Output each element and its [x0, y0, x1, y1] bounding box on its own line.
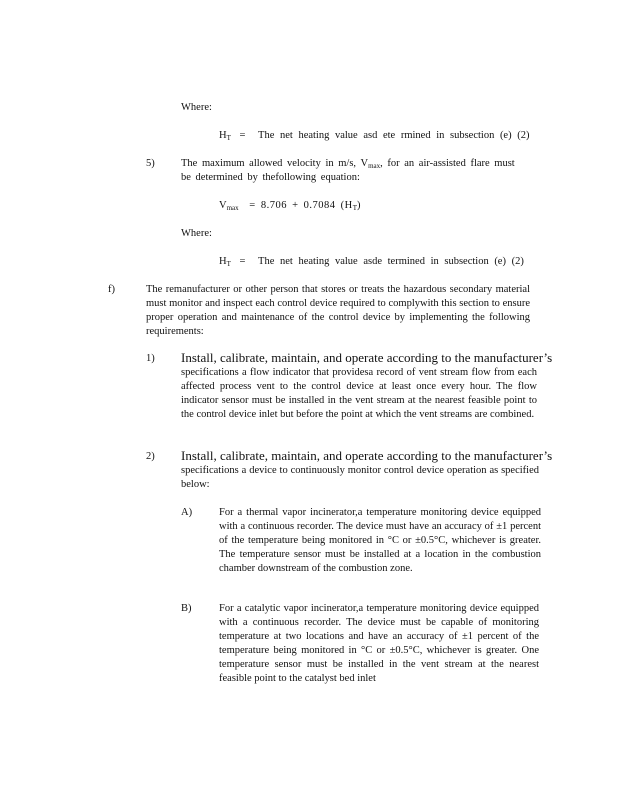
where-label: Where: — [181, 228, 212, 239]
item-2-lead: Install, calibrate, maintain, and operate according to the manufacturer’s — [181, 448, 553, 463]
item-5-text-b: , for an air-assisted flare must — [380, 158, 515, 169]
where-label: Where: — [181, 102, 212, 113]
equation-ht-definition — [219, 255, 524, 271]
item-number: 1) — [146, 353, 155, 364]
item-number: 2) — [146, 451, 155, 462]
item-1-paragraph: specifications a flow indicator that providesa record of vent stream flow from each affected process vent to the control device at least once every hour. The flow indicator sensor must be installed in the vent stream at the nearest feasible point to the control device inlet but before the point at which the vent streams are combined. — [181, 367, 537, 420]
equation-variable: V — [219, 200, 227, 211]
section-label: f) — [108, 284, 115, 295]
item-number: 5) — [146, 158, 155, 169]
equation-operator: = — [239, 130, 246, 141]
equation-variable: H — [219, 256, 227, 267]
equation-vmax — [219, 199, 361, 215]
equation-rhs-subscript: T — [352, 204, 357, 212]
equation-ht-definition — [219, 129, 529, 145]
equation-variable: H — [219, 130, 227, 141]
equation-rhs: = 8.706 + 0.7084 (H — [249, 200, 353, 211]
subitem-b-paragraph: For a catalytic vapor incinerator,a temperature monitoring device equipped with a continuous recorder. The device must be capable of monitoring temperature at two locations and have an accuracy of ±1 percent of the temperature being monitored in °C or ±0.5°C, whichever is greater. One temperature sensor must be installed in the vent stream at the nearest feasible point to the catalyst bed inlet — [219, 603, 539, 684]
item-5-line-2: be determined by thefollowing equation: — [181, 172, 360, 183]
equation-variable-subscript: T — [226, 134, 231, 142]
item-2-paragraph: specifications a device to continuously monitor control device operation as specified below: — [181, 465, 539, 490]
section-f-paragraph: The remanufacturer or other person that stores or treats the hazardous secondary material must monitor and inspect each control device required to complywith this section to ensure proper operation and maintenance of the control device by implementing the following requirements: — [146, 284, 530, 337]
equation-variable-subscript: T — [226, 260, 231, 268]
item-5-text-a: The maximum allowed velocity in m/s, V — [181, 158, 369, 169]
equation-variable-subscript: max — [226, 204, 239, 212]
equation-operator: = — [239, 256, 246, 267]
subitem-label: B) — [181, 603, 192, 614]
subitem-a-paragraph: For a thermal vapor incinerator,a temperature monitoring device equipped with a continuous recorder. The device must have an accuracy of ±1 percent of the temperature being monitored in °C or ±0.5°C, whichever is greater. The temperature sensor must be installed at a location in the combustion chamber downstream of the combustion zone. — [219, 507, 541, 574]
equation-definition-text: The net heating value asd ete rmined in subsection (e) (2) — [258, 130, 530, 141]
equation-rhs-close: ) — [357, 200, 361, 211]
subitem-label: A) — [181, 507, 193, 518]
item-1-lead: Install, calibrate, maintain, and operate according to the manufacturer’s — [181, 350, 553, 365]
vmax-subscript: max — [368, 162, 381, 170]
equation-definition-text: The net heating value asde termined in subsection (e) (2) — [258, 256, 524, 267]
